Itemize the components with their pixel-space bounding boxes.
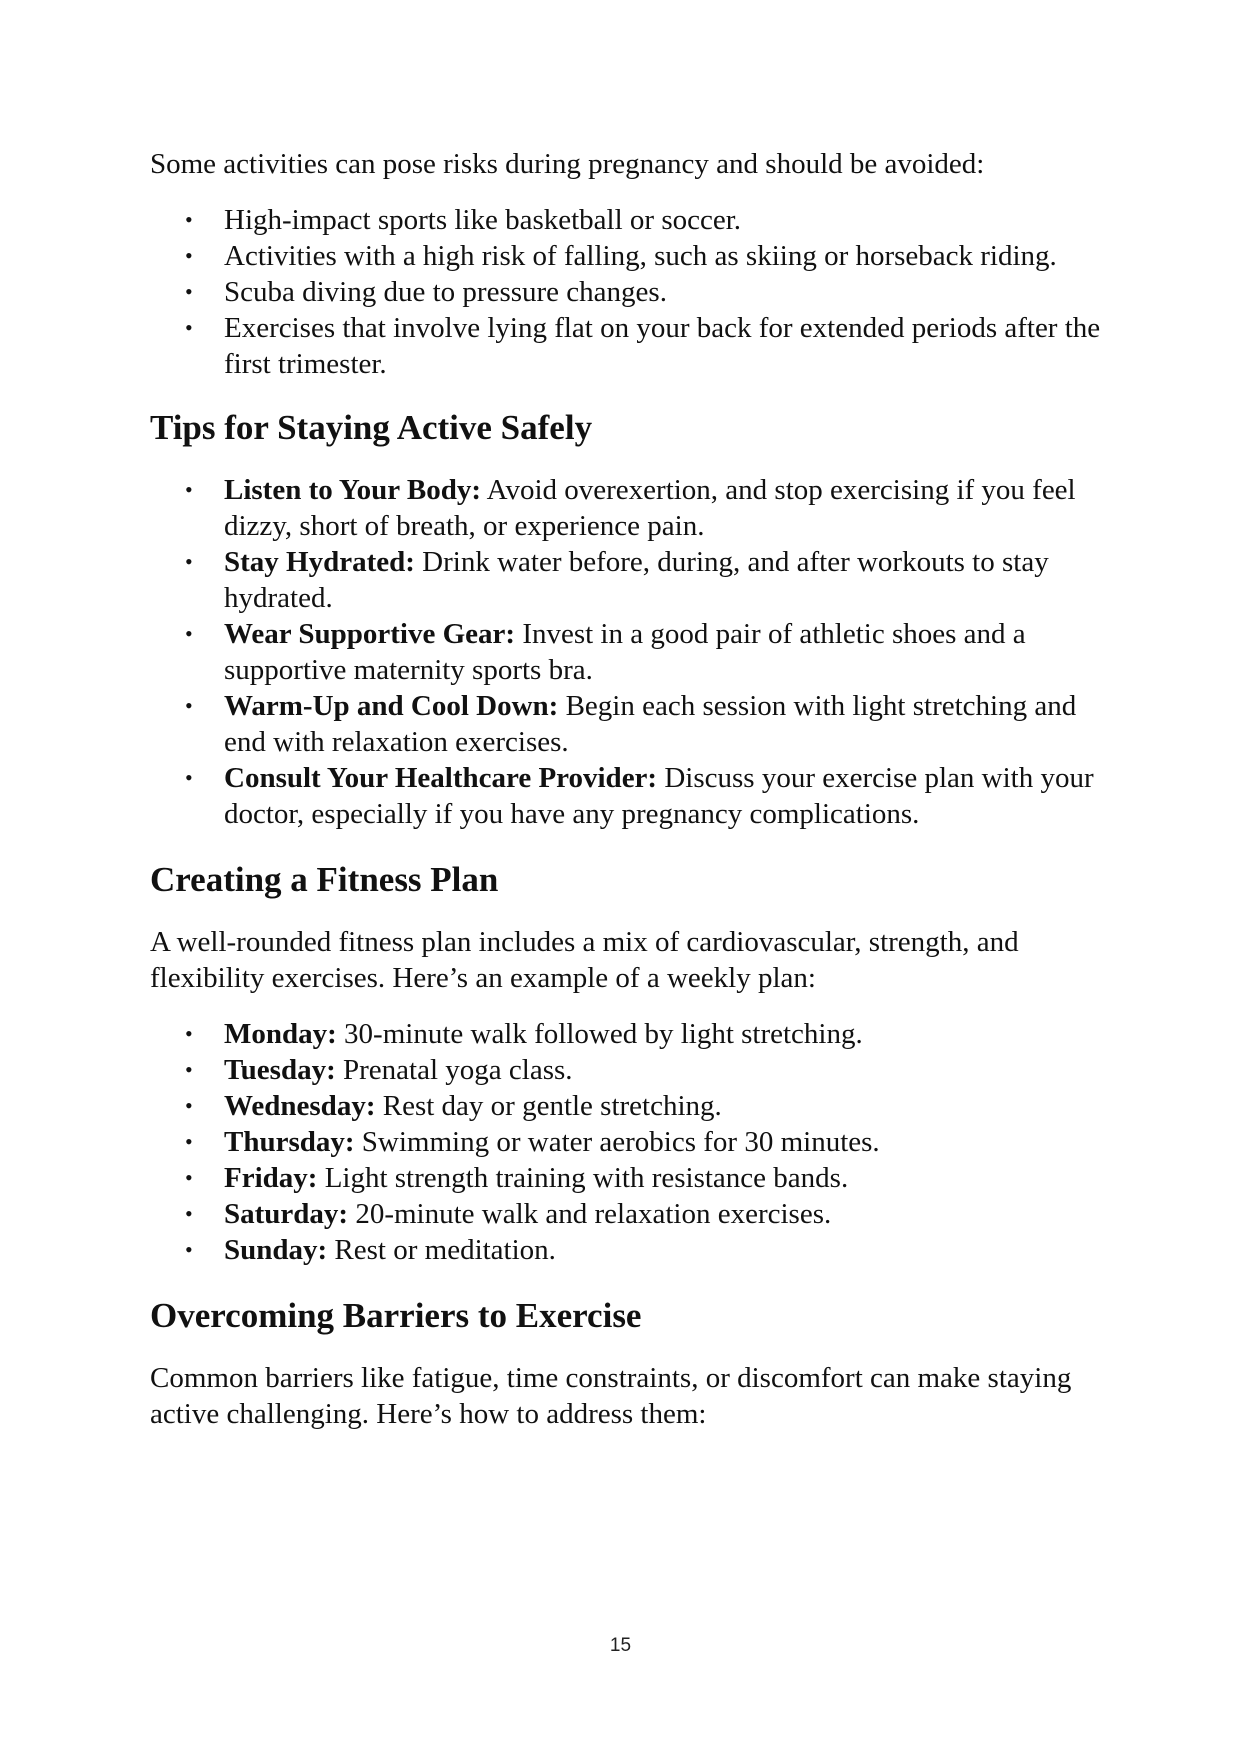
page-number: 15	[609, 1635, 632, 1656]
bullet-icon: •	[185, 1165, 193, 1190]
bullet-icon: •	[185, 765, 193, 790]
day-term: Saturday:	[224, 1198, 349, 1230]
bullet-icon: •	[185, 477, 193, 502]
tip-term: Consult Your Healthcare Provider:	[224, 762, 658, 794]
day-term: Tuesday:	[224, 1054, 336, 1086]
bullet-icon: •	[185, 315, 193, 340]
bullet-icon: •	[185, 243, 193, 268]
plan-intro-paragraph: A well-rounded fitness plan includes a mix of cardiovascular, strength, and flexibility exercises. Here’s an example of a weekly plan:	[150, 926, 1019, 994]
tips-heading: Tips for Staying Active Safely	[150, 408, 593, 447]
avoid-intro-paragraph: Some activities can pose risks during pregnancy and should be avoided:	[150, 148, 985, 180]
day-text: Rest day or gentle stretching.	[375, 1090, 722, 1122]
bullet-icon: •	[185, 279, 193, 304]
day-text: 20-minute walk and relaxation exercises.	[348, 1198, 832, 1230]
day-term: Sunday:	[224, 1234, 328, 1266]
bullet-icon: •	[185, 1057, 193, 1082]
document-page	[150, 146, 1110, 1432]
tip-text: Invest in a good pair of athletic shoes and a supportive maternity sports bra.	[224, 618, 1026, 686]
list-item	[185, 1196, 1110, 1232]
day-text: 30-minute walk followed by light stretching.	[336, 1018, 863, 1050]
weekly-plan-list	[150, 1016, 1110, 1268]
bullet-icon: •	[185, 621, 193, 646]
barriers-heading: Overcoming Barriers to Exercise	[150, 1296, 642, 1335]
list-item: • Activities with a high risk of falling, such as skiing or horseback riding.	[185, 240, 1057, 272]
tip-term: Wear Supportive Gear:	[224, 618, 516, 650]
day-term: Friday:	[224, 1162, 318, 1194]
list-item	[185, 760, 1110, 832]
list-item	[185, 1124, 1110, 1160]
day-term: Monday:	[224, 1018, 337, 1050]
list-item	[185, 1016, 1110, 1052]
list-item	[185, 688, 1110, 760]
tip-term: Warm-Up and Cool Down:	[224, 690, 559, 722]
list-item: • High-impact sports like basketball or soccer.	[185, 204, 742, 236]
barriers-intro-paragraph: Common barriers like fatigue, time constraints, or discomfort can make staying active challenging. Here’s how to address them:	[150, 1362, 1072, 1430]
day-text: Rest or meditation.	[327, 1234, 556, 1266]
tip-text: Avoid overexertion, and stop exercising if you feel dizzy, short of breath, or experience pain.	[224, 474, 1076, 542]
day-text: Swimming or water aerobics for 30 minutes.	[354, 1126, 880, 1158]
tip-text: Begin each session with light stretching and end with relaxation exercises.	[224, 690, 1077, 758]
list-item	[185, 544, 1110, 616]
bullet-icon: •	[185, 1093, 193, 1118]
bullet-icon: •	[185, 1237, 193, 1262]
list-item	[185, 1052, 1110, 1088]
tip-term: Listen to Your Body:	[224, 474, 482, 506]
day-text: Prenatal yoga class.	[335, 1054, 573, 1086]
list-item: • Scuba diving due to pressure changes.	[185, 276, 667, 308]
list-item	[185, 1088, 1110, 1124]
bullet-icon: •	[185, 1129, 193, 1154]
day-term: Wednesday:	[224, 1090, 376, 1122]
bullet-icon: •	[185, 207, 193, 232]
tip-term: Stay Hydrated:	[224, 546, 415, 578]
list-item	[185, 1160, 1110, 1196]
tips-list	[150, 472, 1110, 832]
list-item: • Exercises that involve lying flat on your back for extended periods after the first trimester.	[185, 312, 1101, 380]
list-item	[185, 472, 1110, 544]
day-text: Light strength training with resistance bands.	[317, 1162, 849, 1194]
avoid-list	[150, 202, 1110, 382]
plan-heading: Creating a Fitness Plan	[150, 860, 499, 899]
tip-text: Discuss your exercise plan with your doctor, especially if you have any pregnancy complications.	[224, 762, 1094, 830]
bullet-icon: •	[185, 1021, 193, 1046]
bullet-icon: •	[185, 549, 193, 574]
list-item	[185, 1232, 1110, 1268]
bullet-icon: •	[185, 1201, 193, 1226]
bullet-icon: •	[185, 693, 193, 718]
tip-text: Drink water before, during, and after workouts to stay hydrated.	[224, 546, 1049, 614]
day-term: Thursday:	[224, 1126, 355, 1158]
list-item	[185, 616, 1110, 688]
